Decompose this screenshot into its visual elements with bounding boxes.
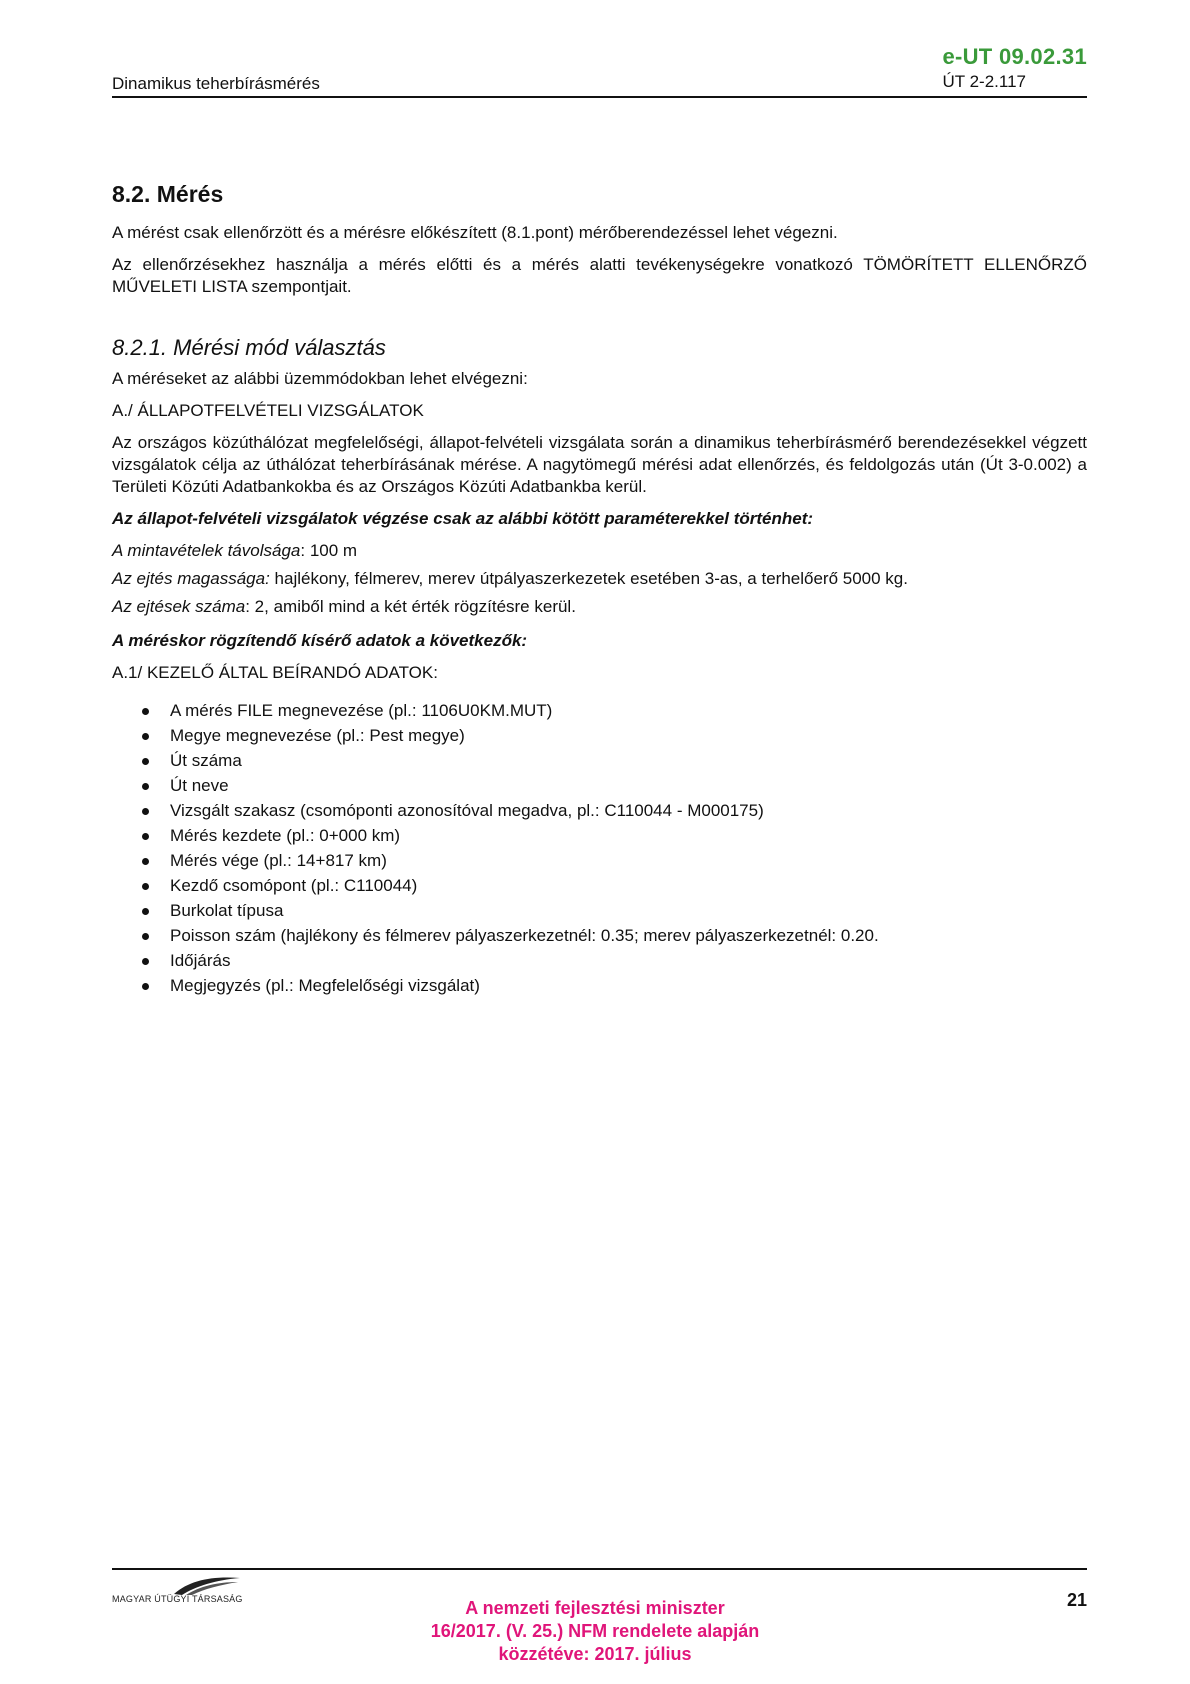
param-sample-distance bbox=[112, 540, 1087, 562]
list-item: Megjegyzés (pl.: Megfelelőségi vizsgálat) bbox=[170, 973, 1087, 998]
param-value: : 2, amiből mind a két érték rögzítésre kerül. bbox=[245, 597, 576, 616]
list-item: Út neve bbox=[170, 773, 1087, 798]
publication-note-line: 16/2017. (V. 25.) NFM rendelete alapján bbox=[430, 1621, 760, 1641]
document-code: e-UT 09.02.31 bbox=[942, 44, 1087, 69]
publication-note-line: közzétéve: 2017. július bbox=[498, 1644, 692, 1664]
society-logo-text: MAGYAR ÚTÜGYI TÁRSASÁG bbox=[112, 1594, 243, 1604]
param-label: Az ejtés magassága: bbox=[112, 569, 270, 588]
list-item: Kezdő csomópont (pl.: C110044) bbox=[170, 873, 1087, 898]
data-heading: A méréskor rögzítendő kísérő adatok a következők: bbox=[112, 631, 528, 650]
mode-description: Az országos közúthálózat megfelelőségi, állapot-felvételi vizsgálata során a dinamikus teherbírásmérő berendezésekkel végzett vizsgálatok célja az úthálózat teherbírásának mérése. A nagytömegű mérési adat ellenőrzés, és feldolgozás után (Út 3-0.002) a Területi Közúti Adatbankokba és az Országos Közúti Adatbankba kerül. bbox=[112, 433, 1087, 496]
list-item: A mérés FILE megnevezése (pl.: 1106U0KM.MUT) bbox=[170, 698, 1087, 723]
list-item: Út száma bbox=[170, 748, 1087, 773]
list-item: Megye megnevezése (pl.: Pest megye) bbox=[170, 723, 1087, 748]
standard-number: ÚT 2-2.117 bbox=[942, 72, 1026, 91]
document-title: Dinamikus teherbírásmérés bbox=[112, 74, 320, 93]
param-value: : 100 m bbox=[300, 541, 358, 560]
list-item: Vizsgált szakasz (csomóponti azonosítóval megadva, pl.: C110044 - M000175) bbox=[170, 798, 1087, 823]
param-drop-height bbox=[112, 568, 1087, 590]
publication-note bbox=[0, 1597, 1190, 1666]
header-divider bbox=[112, 96, 1087, 98]
page-number: 21 bbox=[1066, 1590, 1087, 1610]
list-item: Mérés kezdete (pl.: 0+000 km) bbox=[170, 823, 1087, 848]
footer-divider bbox=[112, 1568, 1087, 1570]
list-item: Burkolat típusa bbox=[170, 898, 1087, 923]
params-heading: Az állapot-felvételi vizsgálatok végzése csak az alábbi kötött paraméterekkel történhet: bbox=[112, 509, 814, 528]
list-item: Időjárás bbox=[170, 948, 1087, 973]
list-item: Mérés vége (pl.: 14+817 km) bbox=[170, 848, 1087, 873]
list-item: Poisson szám (hajlékony és félmerev pályaszerkezetnél: 0.35; merev pályaszerkezetnél: 0.20. bbox=[170, 923, 1087, 948]
publication-note-line: A nemzeti fejlesztési miniszter bbox=[465, 1598, 725, 1618]
param-label: Az ejtések száma bbox=[112, 597, 246, 616]
subsection-intro: A méréseket az alábbi üzemmódokban lehet elvégezni: bbox=[112, 369, 528, 388]
mode-title: A./ ÁLLAPOTFELVÉTELI VIZSGÁLATOK bbox=[112, 401, 424, 420]
operator-heading: A.1/ KEZELŐ ÁLTAL BEÍRANDÓ ADATOK: bbox=[112, 663, 438, 682]
section-heading: 8.2. Mérés bbox=[112, 181, 224, 207]
operator-data-list bbox=[112, 698, 1087, 998]
road-swoosh-icon bbox=[172, 1574, 242, 1596]
param-drop-count bbox=[112, 596, 1087, 618]
param-value: hajlékony, félmerev, merev útpályaszerkezetek esetében 3-as, a terhelőerő 5000 kg. bbox=[269, 569, 908, 588]
page-content bbox=[112, 180, 1087, 998]
section-paragraph: Az ellenőrzésekhez használja a mérés előtti és a mérés alatti tevékenységekre vonatkozó TÖMÖRÍTETT ELLENŐRZŐ MŰVELETI LISTA szempontjait. bbox=[112, 255, 1087, 296]
section-paragraph: A mérést csak ellenőrzött és a mérésre előkészített (8.1.pont) mérőberendezéssel lehet végezni. bbox=[112, 223, 838, 242]
subsection-heading: 8.2.1. Mérési mód választás bbox=[112, 335, 386, 360]
param-label: A mintavételek távolsága bbox=[112, 541, 301, 560]
